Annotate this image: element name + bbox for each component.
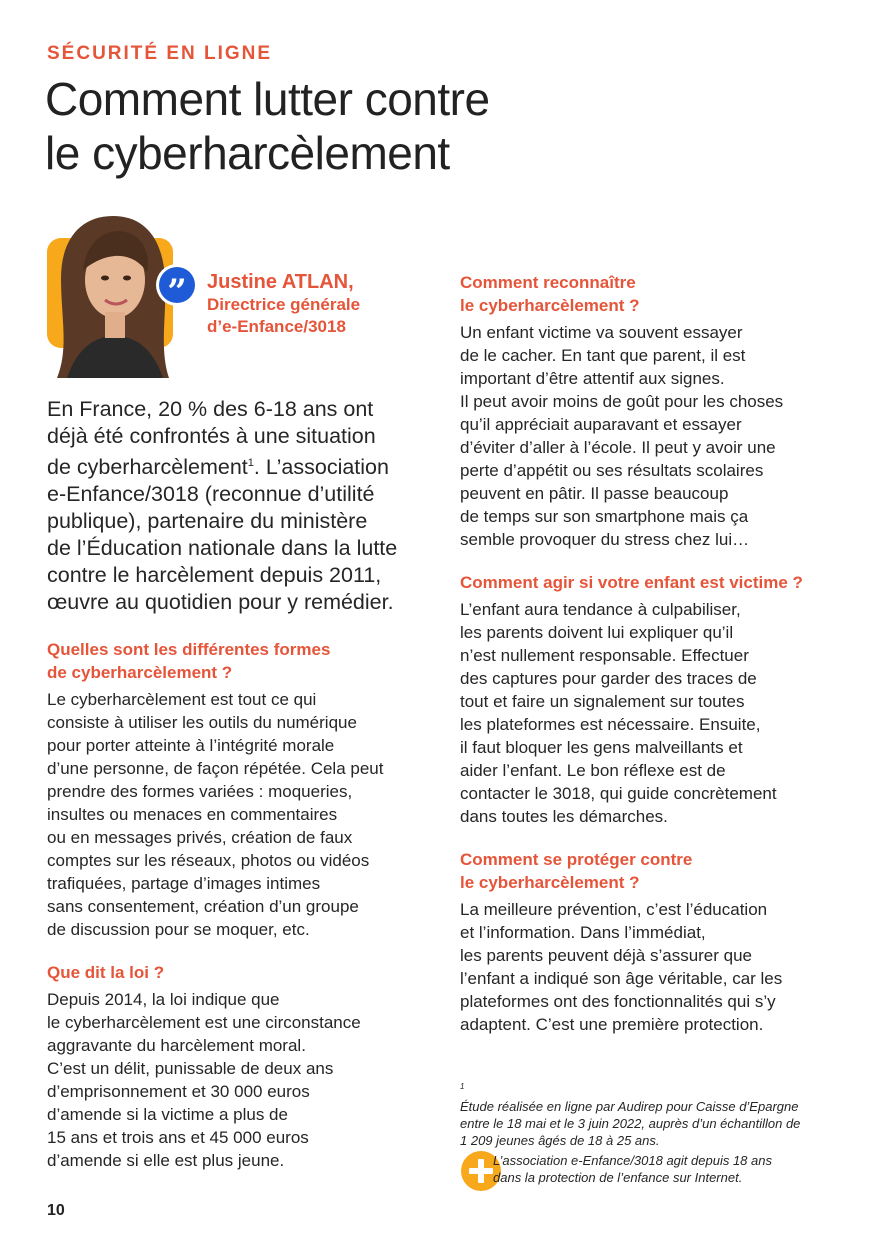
section-question: [47, 961, 432, 984]
answer-line: important d’être attentif aux signes.: [460, 369, 725, 388]
left-column: [47, 638, 432, 1192]
answer-line: le cyberharcèlement est une circonstance: [47, 1013, 361, 1032]
section-question: [47, 638, 432, 684]
section-answer: [460, 321, 840, 551]
footnote-line: entre le 18 mai et le 3 juin 2022, auprès d’un échantillon de: [460, 1116, 801, 1132]
answer-line: La meilleure prévention, c’est l’éducation: [460, 900, 768, 919]
question-line: le cyberharcèlement ?: [460, 873, 640, 892]
answer-line: aggravante du harcèlement moral.: [47, 1036, 306, 1055]
answer-line: ou en messages privés, création de faux: [47, 828, 353, 847]
answer-line: d’emprisonnement et 30 000 euros: [47, 1082, 310, 1101]
answer-line: Un enfant victime va souvent essayer: [460, 323, 743, 342]
answer-line: Il peut avoir moins de goût pour les choses: [460, 392, 784, 411]
answer-line: C’est un délit, punissable de deux ans: [47, 1059, 334, 1078]
answer-line: de temps sur son smartphone mais ça: [460, 507, 749, 526]
question-line: le cyberharcèlement ?: [460, 296, 640, 315]
lead-line: déjà été confrontés à une situation: [47, 424, 376, 448]
answer-line: les plateformes est nécessaire. Ensuite,: [460, 715, 761, 734]
lead-line: [47, 450, 432, 481]
answer-line: les parents doivent lui expliquer qu’il: [460, 623, 734, 642]
answer-line: 15 ans et trois ans et 45 000 euros: [47, 1128, 309, 1147]
title-line: le cyberharcèlement: [45, 127, 450, 179]
footnote-marker: 1: [247, 457, 254, 469]
question-line: de cyberharcèlement ?: [47, 663, 233, 682]
page-title: [45, 72, 685, 180]
section-answer: [47, 688, 432, 941]
section-answer: [460, 598, 840, 828]
answer-line: prendre des formes variées : moqueries,: [47, 782, 353, 801]
answer-line: et l’information. Dans l’immédiat,: [460, 923, 706, 942]
section-question: [460, 848, 840, 894]
right-column: [460, 271, 840, 1056]
plus-note: [493, 1152, 838, 1186]
section-answer: [47, 988, 432, 1172]
lead-line: publique), partenaire du ministère: [47, 509, 368, 534]
author-role-line: Directrice générale: [207, 295, 361, 314]
answer-line: de le cacher. En tant que parent, il est: [460, 346, 746, 365]
page-number: 10: [47, 1202, 65, 1219]
answer-line: n’est nullement responsable. Effectuer: [460, 646, 749, 665]
footnote: [460, 1078, 840, 1149]
answer-line: l’enfant a indiqué son âge véritable, car les: [460, 969, 783, 988]
answer-line: peuvent en pâtir. Il passe beaucoup: [460, 484, 729, 503]
author-block: [207, 270, 437, 338]
answer-line: L’enfant aura tendance à culpabiliser,: [460, 600, 741, 619]
question-line: Que dit la loi ?: [47, 963, 165, 982]
section-question: [460, 571, 840, 594]
answer-line: Depuis 2014, la loi indique que: [47, 990, 280, 1009]
answer-line: pour porter atteinte à l’intégrité morale: [47, 736, 335, 755]
answer-line: d’amende si elle est plus jeune.: [47, 1151, 285, 1170]
answer-line: plateformes ont des fonctionnalités qui s’y: [460, 992, 776, 1011]
answer-line: tout et faire un signalement sur toutes: [460, 692, 745, 711]
answer-line: qu’il appréciait auparavant et essayer: [460, 415, 742, 434]
answer-line: il faut bloquer les gens malveillants et: [460, 738, 743, 757]
lead-line: En France, 20 % des 6-18 ans ont: [47, 397, 374, 421]
footnote-line: 1 209 jeunes âgés de 18 à 25 ans.: [460, 1133, 660, 1149]
plus-note-line: dans la protection de l’enfance sur Internet.: [493, 1170, 743, 1185]
lead-line: contre le harcèlement depuis 2011,: [47, 563, 382, 588]
plus-note-line: L’association e-Enfance/3018 agit depuis 18 ans: [493, 1153, 772, 1168]
answer-line: d’une personne, de façon répétée. Cela peut: [47, 759, 384, 778]
answer-line: les parents peuvent déjà s’assurer que: [460, 946, 753, 965]
author-role: [207, 294, 437, 338]
lead-line: e-Enfance/3018 (reconnue d’utilité: [47, 482, 375, 507]
answer-line: adaptent. C’est une première protection.: [460, 1015, 764, 1034]
lead-line-text: de cyberharcèlement: [47, 455, 248, 480]
author-role-line: d’e-Enfance/3018: [207, 317, 346, 336]
answer-line: d’éviter d’aller à l’école. Il peut y avoir une: [460, 438, 776, 457]
answer-line: semble provoquer du stress chez lui…: [460, 530, 750, 549]
answer-line: dans toutes les démarches.: [460, 807, 668, 826]
section-kicker: SÉCURITÉ EN LIGNE: [47, 43, 273, 64]
footnote-line: [460, 1078, 840, 1115]
title-line: Comment lutter contre: [45, 73, 490, 125]
answer-line: contacter le 3018, qui guide concrètement: [460, 784, 777, 803]
question-line: Comment se protéger contre: [460, 850, 693, 869]
lead-line-tail: . L’association: [253, 455, 389, 480]
answer-line: d’amende si la victime a plus de: [47, 1105, 288, 1124]
answer-line: insultes ou menaces en commentaires: [47, 805, 338, 824]
answer-line: aider l’enfant. Le bon réflexe est de: [460, 761, 726, 780]
answer-line: consiste à utiliser les outils du numérique: [47, 713, 357, 732]
question-line: Comment agir si votre enfant est victime ?: [460, 573, 803, 592]
answer-line: de discussion pour se moquer, etc.: [47, 920, 310, 939]
quote-icon: ”: [159, 267, 195, 303]
footnote-mark: 1: [460, 1082, 465, 1091]
answer-line: Le cyberharcèlement est tout ce qui: [47, 690, 317, 709]
section-answer: [460, 898, 840, 1036]
section-question: [460, 271, 840, 317]
answer-line: des captures pour garder des traces de: [460, 669, 757, 688]
lead-line: de l’Éducation nationale dans la lutte: [47, 536, 398, 561]
question-line: Comment reconnaître: [460, 273, 636, 292]
portrait-photo: [47, 208, 179, 378]
author-name: Justine ATLAN,: [207, 271, 354, 293]
answer-line: sans consentement, création d’un groupe: [47, 897, 359, 916]
answer-line: perte d’appétit ou ses résultats scolaires: [460, 461, 764, 480]
footnote-text: Étude réalisée en ligne par Audirep pour Caisse d’Epargne: [460, 1099, 799, 1115]
answer-line: comptes sur les réseaux, photos ou vidéos: [47, 851, 370, 870]
lead-line: œuvre au quotidien pour y remédier.: [47, 590, 394, 615]
lead-paragraph: [47, 396, 432, 616]
question-line: Quelles sont les différentes formes: [47, 640, 331, 659]
answer-line: trafiquées, partage d’images intimes: [47, 874, 321, 893]
